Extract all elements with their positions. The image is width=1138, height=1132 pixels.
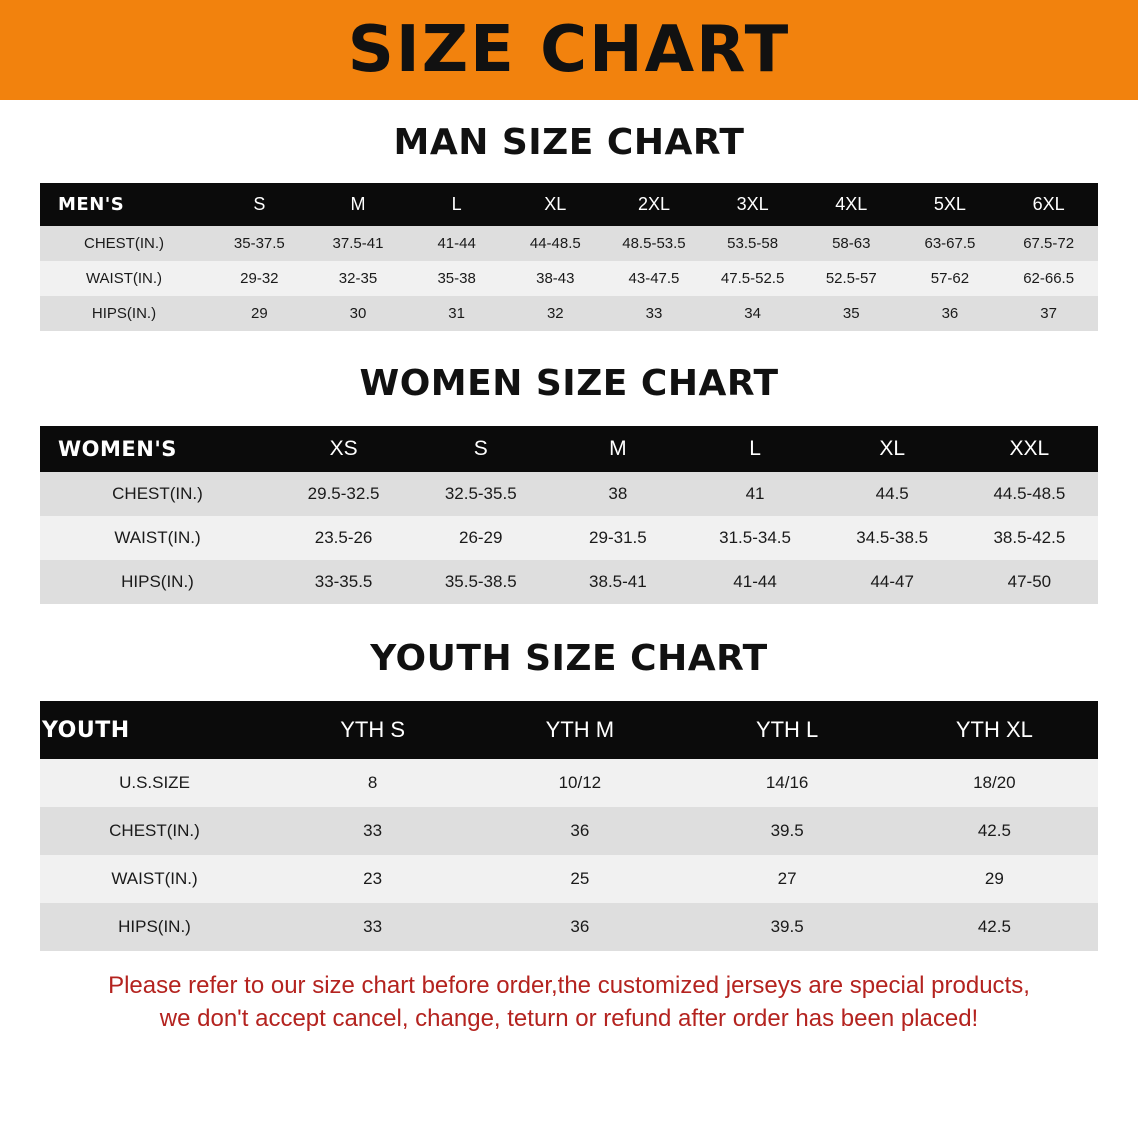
youth-header-cell-4: YTH XL xyxy=(955,717,1033,742)
youth-row0-cell-3: 18/20 xyxy=(891,759,1098,807)
women-header-row xyxy=(40,426,1098,472)
women-row1-cell-1: 26-29 xyxy=(412,516,549,560)
man-row1-cell-4: 43-47.5 xyxy=(605,261,704,296)
women-row0-cell-4: 44.5 xyxy=(824,472,961,516)
youth-table-wrap xyxy=(0,701,1138,951)
women-row0-cell-1: 32.5-35.5 xyxy=(412,472,549,516)
man-row1-cell-7: 57-62 xyxy=(901,261,1000,296)
man-row2-cell-7: 36 xyxy=(901,296,1000,331)
man-row0-cell-5: 53.5-58 xyxy=(703,226,802,261)
women-header-cell-6: XXL xyxy=(1009,437,1050,460)
youth-row3-cell-3: 42.5 xyxy=(891,903,1098,951)
women-row2-cell-2: 38.5-41 xyxy=(549,560,686,604)
man-section-heading: MAN SIZE CHART xyxy=(393,122,745,163)
youth-row0-cell-1: 10/12 xyxy=(476,759,683,807)
man-row1-label: WAIST(IN.) xyxy=(40,261,210,296)
youth-table-head xyxy=(40,701,1098,759)
table-row xyxy=(40,560,1098,604)
table-row xyxy=(40,807,1098,855)
disclaimer-line-1: Please refer to our size chart before order,the customized jerseys are special products, xyxy=(108,972,1030,999)
women-header-cell-5: XL xyxy=(879,437,906,460)
youth-row1-label: CHEST(IN.) xyxy=(40,807,269,855)
man-row1-cell-6: 52.5-57 xyxy=(802,261,901,296)
women-row2-cell-4: 44-47 xyxy=(824,560,961,604)
women-row2-cell-3: 41-44 xyxy=(686,560,823,604)
youth-header-cell-1: YTH S xyxy=(340,717,406,742)
man-row2-label: HIPS(IN.) xyxy=(40,296,210,331)
man-header-cell-9: 6XL xyxy=(1032,194,1065,214)
banner xyxy=(0,0,1138,100)
women-row2-cell-5: 47-50 xyxy=(961,560,1098,604)
youth-row2-label: WAIST(IN.) xyxy=(40,855,269,903)
man-table-wrap xyxy=(0,183,1138,331)
man-table-head xyxy=(40,183,1098,226)
man-row0-label: CHEST(IN.) xyxy=(40,226,210,261)
man-table-body xyxy=(40,226,1098,331)
women-table-head xyxy=(40,426,1098,472)
youth-section-heading: YOUTH SIZE CHART xyxy=(370,638,768,679)
youth-row3-label: HIPS(IN.) xyxy=(40,903,269,951)
man-header-cell-4: XL xyxy=(544,194,567,214)
women-row1-cell-5: 38.5-42.5 xyxy=(961,516,1098,560)
man-row2-cell-0: 29 xyxy=(210,296,309,331)
women-row0-cell-2: 38 xyxy=(549,472,686,516)
youth-size-table xyxy=(40,701,1098,951)
man-row1-cell-8: 62-66.5 xyxy=(999,261,1098,296)
table-row xyxy=(40,855,1098,903)
women-row2-cell-1: 35.5-38.5 xyxy=(412,560,549,604)
man-row1-cell-5: 47.5-52.5 xyxy=(703,261,802,296)
disclaimer-line-2: we don't accept cancel, change, teturn or refund after order has been placed! xyxy=(159,1005,979,1033)
table-row xyxy=(40,261,1098,296)
man-header-cell-3: L xyxy=(451,194,462,214)
banner-title: SIZE CHART xyxy=(347,13,791,87)
youth-row2-cell-0: 23 xyxy=(269,855,476,903)
women-table-wrap xyxy=(0,426,1138,604)
youth-row0-label: U.S.SIZE xyxy=(40,759,269,807)
women-row1-cell-4: 34.5-38.5 xyxy=(824,516,961,560)
youth-row1-cell-2: 39.5 xyxy=(684,807,891,855)
man-row0-cell-8: 67.5-72 xyxy=(999,226,1098,261)
man-row0-cell-7: 63-67.5 xyxy=(901,226,1000,261)
man-row0-cell-6: 58-63 xyxy=(802,226,901,261)
table-row xyxy=(40,903,1098,951)
man-header-cell-0: MEN'S xyxy=(58,194,125,215)
women-row1-label: WAIST(IN.) xyxy=(40,516,275,560)
man-row2-cell-1: 30 xyxy=(309,296,408,331)
man-row0-cell-4: 48.5-53.5 xyxy=(605,226,704,261)
man-header-cell-6: 3XL xyxy=(736,194,769,214)
man-header-cell-8: 5XL xyxy=(933,194,966,214)
women-header-cell-0: WOMEN'S xyxy=(58,437,177,461)
women-header-cell-2: S xyxy=(473,437,488,460)
youth-row2-cell-2: 27 xyxy=(684,855,891,903)
women-table-body xyxy=(40,472,1098,604)
women-row2-cell-0: 33-35.5 xyxy=(275,560,412,604)
women-header-cell-4: L xyxy=(749,437,761,460)
youth-table-body xyxy=(40,759,1098,951)
women-row1-cell-2: 29-31.5 xyxy=(549,516,686,560)
youth-header-cell-2: YTH M xyxy=(545,717,615,742)
man-header-cell-1: S xyxy=(253,194,266,214)
man-row0-cell-1: 37.5-41 xyxy=(309,226,408,261)
women-size-table xyxy=(40,426,1098,604)
man-row2-cell-8: 37 xyxy=(999,296,1098,331)
women-header-cell-1: XS xyxy=(329,437,358,460)
man-header-cell-7: 4XL xyxy=(835,194,868,214)
man-row0-cell-3: 44-48.5 xyxy=(506,226,605,261)
man-row1-cell-1: 32-35 xyxy=(309,261,408,296)
man-header-cell-2: M xyxy=(350,194,366,214)
youth-row1-cell-1: 36 xyxy=(476,807,683,855)
table-row xyxy=(40,472,1098,516)
women-row1-cell-3: 31.5-34.5 xyxy=(686,516,823,560)
man-row2-cell-4: 33 xyxy=(605,296,704,331)
man-row2-cell-6: 35 xyxy=(802,296,901,331)
man-size-table xyxy=(40,183,1098,331)
women-row0-cell-3: 41 xyxy=(686,472,823,516)
youth-row0-cell-2: 14/16 xyxy=(684,759,891,807)
man-row2-cell-5: 34 xyxy=(703,296,802,331)
youth-header-cell-0: YOUTH xyxy=(42,717,130,743)
women-row1-cell-0: 23.5-26 xyxy=(275,516,412,560)
youth-row1-cell-3: 42.5 xyxy=(891,807,1098,855)
women-row0-cell-5: 44.5-48.5 xyxy=(961,472,1098,516)
man-header-cell-5: 2XL xyxy=(637,194,670,214)
youth-header-row xyxy=(40,701,1098,759)
youth-row3-cell-2: 39.5 xyxy=(684,903,891,951)
man-row0-cell-0: 35-37.5 xyxy=(210,226,309,261)
youth-header-cell-3: YTH L xyxy=(755,717,819,742)
youth-row2-cell-1: 25 xyxy=(476,855,683,903)
youth-row0-cell-0: 8 xyxy=(269,759,476,807)
table-row xyxy=(40,296,1098,331)
man-row1-cell-2: 35-38 xyxy=(407,261,506,296)
man-row1-cell-3: 38-43 xyxy=(506,261,605,296)
man-row2-cell-2: 31 xyxy=(407,296,506,331)
man-row2-cell-3: 32 xyxy=(506,296,605,331)
women-row0-cell-0: 29.5-32.5 xyxy=(275,472,412,516)
youth-row3-cell-1: 36 xyxy=(476,903,683,951)
man-row0-cell-2: 41-44 xyxy=(407,226,506,261)
youth-row1-cell-0: 33 xyxy=(269,807,476,855)
women-section-heading: WOMEN SIZE CHART xyxy=(359,363,779,404)
man-header-row xyxy=(40,183,1098,226)
disclaimer-note xyxy=(0,969,1138,1035)
man-row1-cell-0: 29-32 xyxy=(210,261,309,296)
women-row2-label: HIPS(IN.) xyxy=(40,560,275,604)
women-header-cell-3: M xyxy=(609,437,627,460)
table-row xyxy=(40,226,1098,261)
youth-row3-cell-0: 33 xyxy=(269,903,476,951)
table-row xyxy=(40,759,1098,807)
youth-row2-cell-3: 29 xyxy=(891,855,1098,903)
table-row xyxy=(40,516,1098,560)
women-row0-label: CHEST(IN.) xyxy=(40,472,275,516)
